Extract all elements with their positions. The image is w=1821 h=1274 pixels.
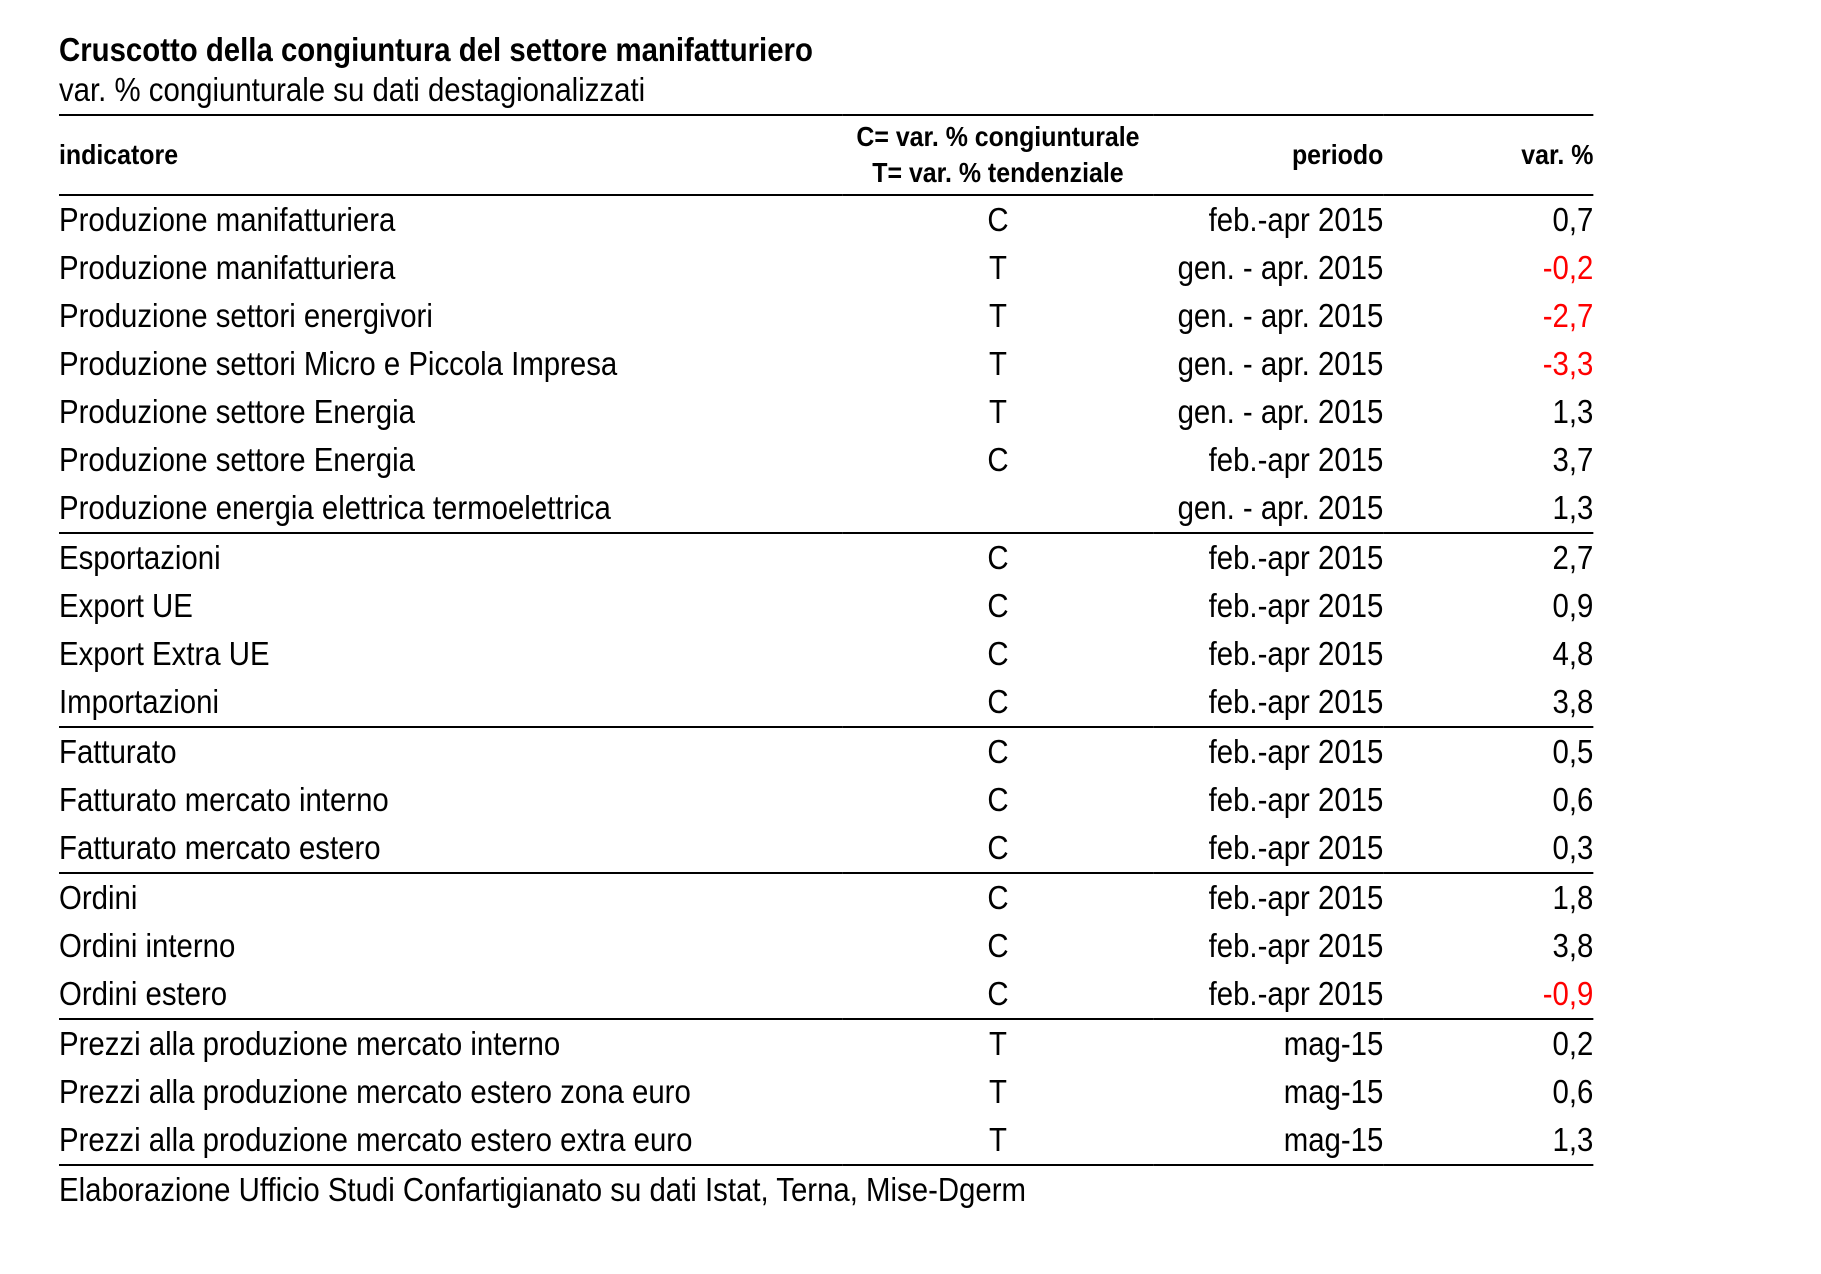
table-row: [59, 1116, 1593, 1165]
value-cell: -0,9: [1542, 975, 1594, 1012]
period-cell: feb.-apr 2015: [1208, 781, 1384, 818]
indicator-cell: Fatturato: [59, 727, 842, 776]
table-row: [59, 824, 1593, 873]
indicator-cell: Fatturato mercato estero: [59, 829, 381, 866]
table-row: [59, 340, 1593, 388]
table-header: [59, 115, 1593, 195]
value-cell: 0,3: [1552, 829, 1594, 866]
type-cell: T: [842, 1116, 1153, 1165]
period-cell: mag-15: [1154, 1019, 1384, 1068]
table-row: [59, 582, 1593, 630]
indicator-cell: Produzione manifatturiera: [59, 249, 396, 286]
period-cell: feb.-apr 2015: [1208, 927, 1384, 964]
header-type-legend: [842, 115, 1153, 195]
period-cell: feb.-apr 2015: [1208, 829, 1384, 866]
indicator-cell: Export UE: [59, 587, 193, 624]
table-row: [59, 195, 1593, 244]
period-cell: feb.-apr 2015: [1154, 873, 1384, 922]
indicator-cell: Importazioni: [59, 683, 219, 720]
value-cell: 3,8: [1552, 927, 1594, 964]
table-row: [59, 1019, 1593, 1068]
table-row: [59, 873, 1593, 922]
table-row: [59, 727, 1593, 776]
page-subtitle: var. % congiunturale su dati destagionalizzati: [59, 71, 646, 108]
type-cell: T: [988, 345, 1007, 382]
type-cell: T: [842, 1019, 1153, 1068]
value-cell: 1,3: [1383, 1116, 1593, 1165]
period-cell: gen. - apr. 2015: [1177, 249, 1384, 286]
table-row: [59, 484, 1593, 533]
indicator-cell: Prezzi alla produzione mercato estero zona euro: [59, 1073, 691, 1110]
value-cell: -3,3: [1542, 345, 1594, 382]
type-cell: T: [988, 393, 1007, 430]
value-cell: 0,6: [1552, 1073, 1594, 1110]
dashboard-sheet: [59, 30, 1593, 1214]
period-cell: feb.-apr 2015: [1208, 441, 1384, 478]
period-cell: feb.-apr 2015: [1208, 201, 1384, 238]
period-cell: feb.-apr 2015: [1208, 683, 1384, 720]
type-cell: C: [987, 829, 1009, 866]
period-cell: feb.-apr 2015: [1154, 727, 1384, 776]
value-cell: 3,7: [1552, 441, 1594, 478]
table-row: [59, 533, 1593, 582]
value-cell: -0,2: [1542, 249, 1594, 286]
indicator-cell: Ordini estero: [59, 975, 228, 1012]
table-row: [59, 776, 1593, 824]
table-row: [59, 678, 1593, 727]
period-cell: feb.-apr 2015: [1208, 587, 1384, 624]
period-cell: gen. - apr. 2015: [1177, 393, 1384, 430]
indicator-cell: Produzione energia elettrica termoelettrica: [59, 489, 611, 526]
type-cell: C: [842, 533, 1153, 582]
period-cell: feb.-apr 2015: [1154, 533, 1384, 582]
value-cell: 1,3: [1552, 393, 1594, 430]
table-row: [59, 436, 1593, 484]
table-row: [59, 630, 1593, 678]
header-type-line2: T= var. % tendenziale: [872, 157, 1124, 188]
value-cell: 0,5: [1383, 727, 1593, 776]
type-cell: C: [987, 927, 1009, 964]
table-row: [59, 388, 1593, 436]
value-cell: 2,7: [1383, 533, 1593, 582]
header-type-line1: C= var. % congiunturale: [856, 121, 1140, 152]
type-cell: C: [987, 201, 1009, 238]
table-row: [59, 1068, 1593, 1116]
header-indicatore: indicatore: [59, 139, 179, 170]
indicator-cell: Prezzi alla produzione mercato interno: [59, 1019, 842, 1068]
period-cell: feb.-apr 2015: [1208, 975, 1384, 1012]
value-cell: 3,8: [1552, 683, 1594, 720]
type-cell: [842, 484, 1153, 533]
indicator-cell: Fatturato mercato interno: [59, 781, 389, 818]
source-note: Elaborazione Ufficio Studi Confartigianato su dati Istat, Terna, Mise-Dgerm: [59, 1171, 1026, 1208]
period-cell: gen. - apr. 2015: [1177, 489, 1384, 526]
value-cell: 0,9: [1552, 587, 1594, 624]
type-cell: T: [988, 249, 1007, 286]
header-var: var. %: [1521, 139, 1594, 170]
indicator-cell: Export Extra UE: [59, 635, 270, 672]
type-cell: C: [987, 975, 1009, 1012]
period-cell: gen. - apr. 2015: [1177, 297, 1384, 334]
indicators-table: [59, 114, 1593, 1166]
indicator-cell: Produzione settore Energia: [59, 393, 415, 430]
indicator-cell: Produzione settore Energia: [59, 441, 415, 478]
value-cell: 1,3: [1552, 489, 1594, 526]
value-cell: 4,8: [1552, 635, 1594, 672]
type-cell: T: [988, 297, 1007, 334]
period-cell: mag-15: [1154, 1116, 1384, 1165]
type-cell: C: [842, 727, 1153, 776]
indicator-cell: Esportazioni: [59, 533, 842, 582]
indicator-cell: Ordini interno: [59, 927, 236, 964]
type-cell: C: [987, 683, 1009, 720]
table-body: [59, 195, 1593, 1165]
indicator-cell: Prezzi alla produzione mercato estero extra euro: [59, 1116, 842, 1165]
table-row: [59, 292, 1593, 340]
value-cell: 1,8: [1383, 873, 1593, 922]
type-cell: T: [988, 1073, 1007, 1110]
indicator-cell: Produzione settori Micro e Piccola Impresa: [59, 345, 618, 382]
type-cell: C: [987, 635, 1009, 672]
period-cell: gen. - apr. 2015: [1177, 345, 1384, 382]
indicator-cell: Produzione manifatturiera: [59, 201, 396, 238]
type-cell: C: [842, 873, 1153, 922]
indicator-cell: Produzione settori energivori: [59, 297, 433, 334]
table-row: [59, 970, 1593, 1019]
value-cell: 0,7: [1552, 201, 1594, 238]
page-title: Cruscotto della congiuntura del settore manifatturiero: [59, 31, 813, 68]
table-row: [59, 244, 1593, 292]
value-cell: 0,6: [1552, 781, 1594, 818]
type-cell: C: [987, 441, 1009, 478]
period-cell: feb.-apr 2015: [1208, 635, 1384, 672]
table-row: [59, 922, 1593, 970]
header-periodo: periodo: [1291, 139, 1384, 170]
value-cell: -2,7: [1542, 297, 1594, 334]
period-cell: mag-15: [1283, 1073, 1384, 1110]
type-cell: C: [987, 587, 1009, 624]
type-cell: C: [987, 781, 1009, 818]
value-cell: 0,2: [1383, 1019, 1593, 1068]
header-row: [59, 115, 1593, 195]
indicator-cell: Ordini: [59, 873, 842, 922]
